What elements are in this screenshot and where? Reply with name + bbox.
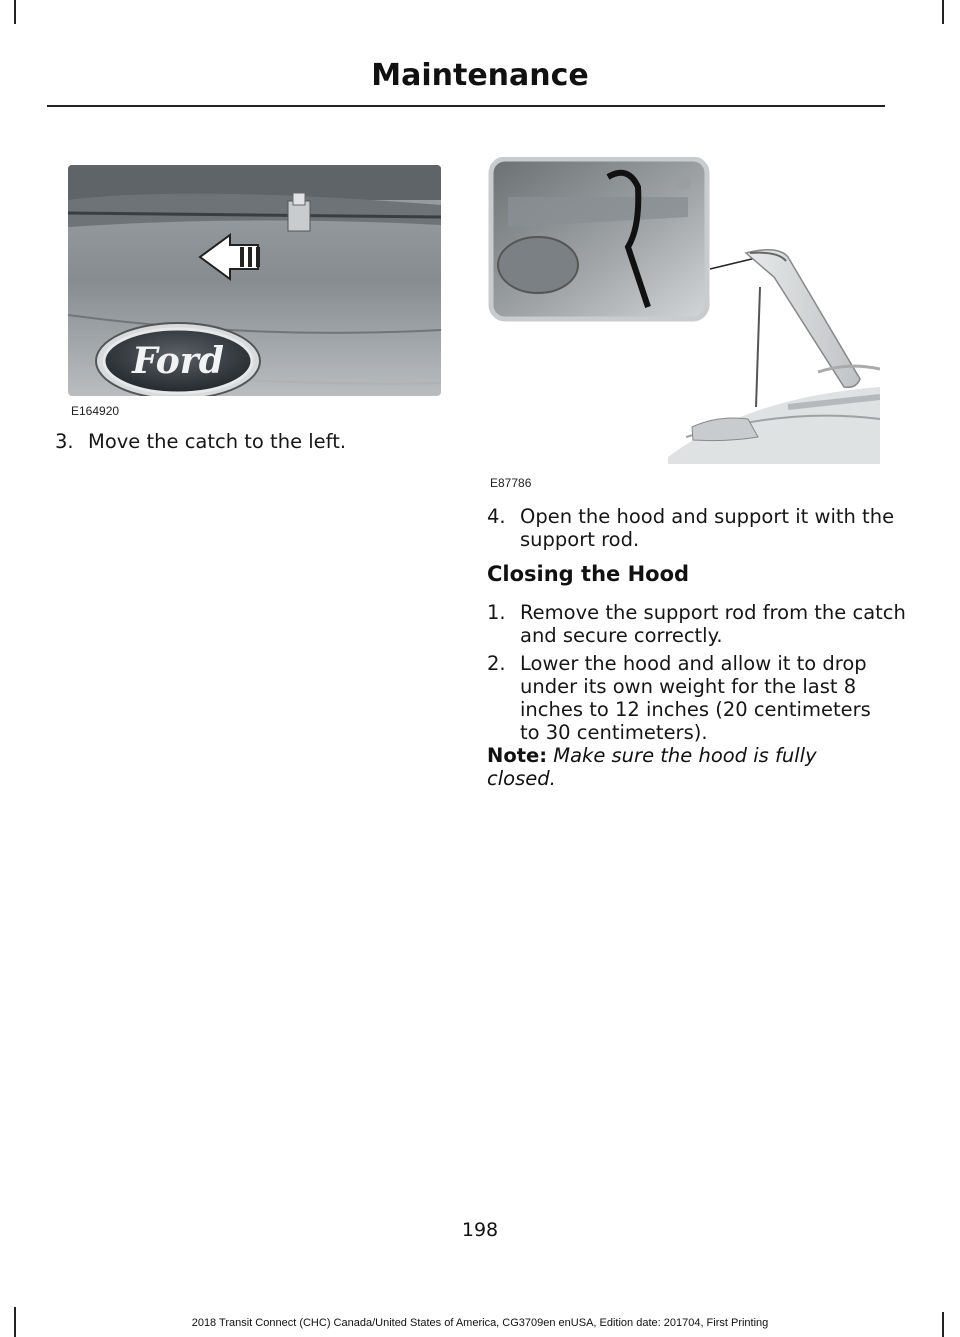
closing-step-2 <box>487 652 887 744</box>
step-text-line2: under its own weight for the last 8 <box>520 675 857 698</box>
section-heading: Closing the Hood <box>487 562 690 586</box>
step-text-line1: Open the hood and support it with the <box>520 505 895 528</box>
figure-code: E87786 <box>490 476 532 490</box>
step-text-line2: and secure correctly. <box>520 624 723 647</box>
footer-text: 2018 Transit Connect (CHC) Canada/United States of America, CG3709en enUSA, Edition date: 201704, First Printing <box>191 1317 769 1329</box>
step-text-line2: support rod. <box>520 528 640 551</box>
step-text-line3: inches to 12 inches (20 centimeters <box>520 698 871 721</box>
figure-code: E164920 <box>71 404 120 418</box>
closing-step-1 <box>487 601 906 647</box>
note-text: Make sure the hood is fully closed. <box>487 744 817 790</box>
figure-hood-catch <box>68 165 441 396</box>
step-number: 4. <box>487 505 506 528</box>
step-text-line4: to 30 centimeters). <box>520 721 708 744</box>
step-number: 2. <box>487 652 506 675</box>
crop-mark-top-right <box>942 0 944 24</box>
note-label: Note: <box>487 744 548 767</box>
crop-mark-top-left <box>14 0 16 24</box>
page-title: Maintenance <box>371 58 589 93</box>
support-rod-illustration <box>488 157 880 464</box>
step-number: 3. <box>55 430 74 453</box>
page-number: 198 <box>461 1219 499 1241</box>
figure-hood-support-rod <box>488 157 880 464</box>
note <box>487 744 887 790</box>
step-text: Move the catch to the left. <box>88 430 347 453</box>
step-text-line1: Lower the hood and allow it to drop <box>520 652 867 675</box>
step-number: 1. <box>487 601 506 624</box>
hood-catch-illustration <box>68 165 441 396</box>
svg-text:Ford: Ford <box>132 340 224 382</box>
header-rule <box>47 105 885 107</box>
step-4 <box>487 505 895 551</box>
step-text-line1: Remove the support rod from the catch <box>520 601 906 624</box>
